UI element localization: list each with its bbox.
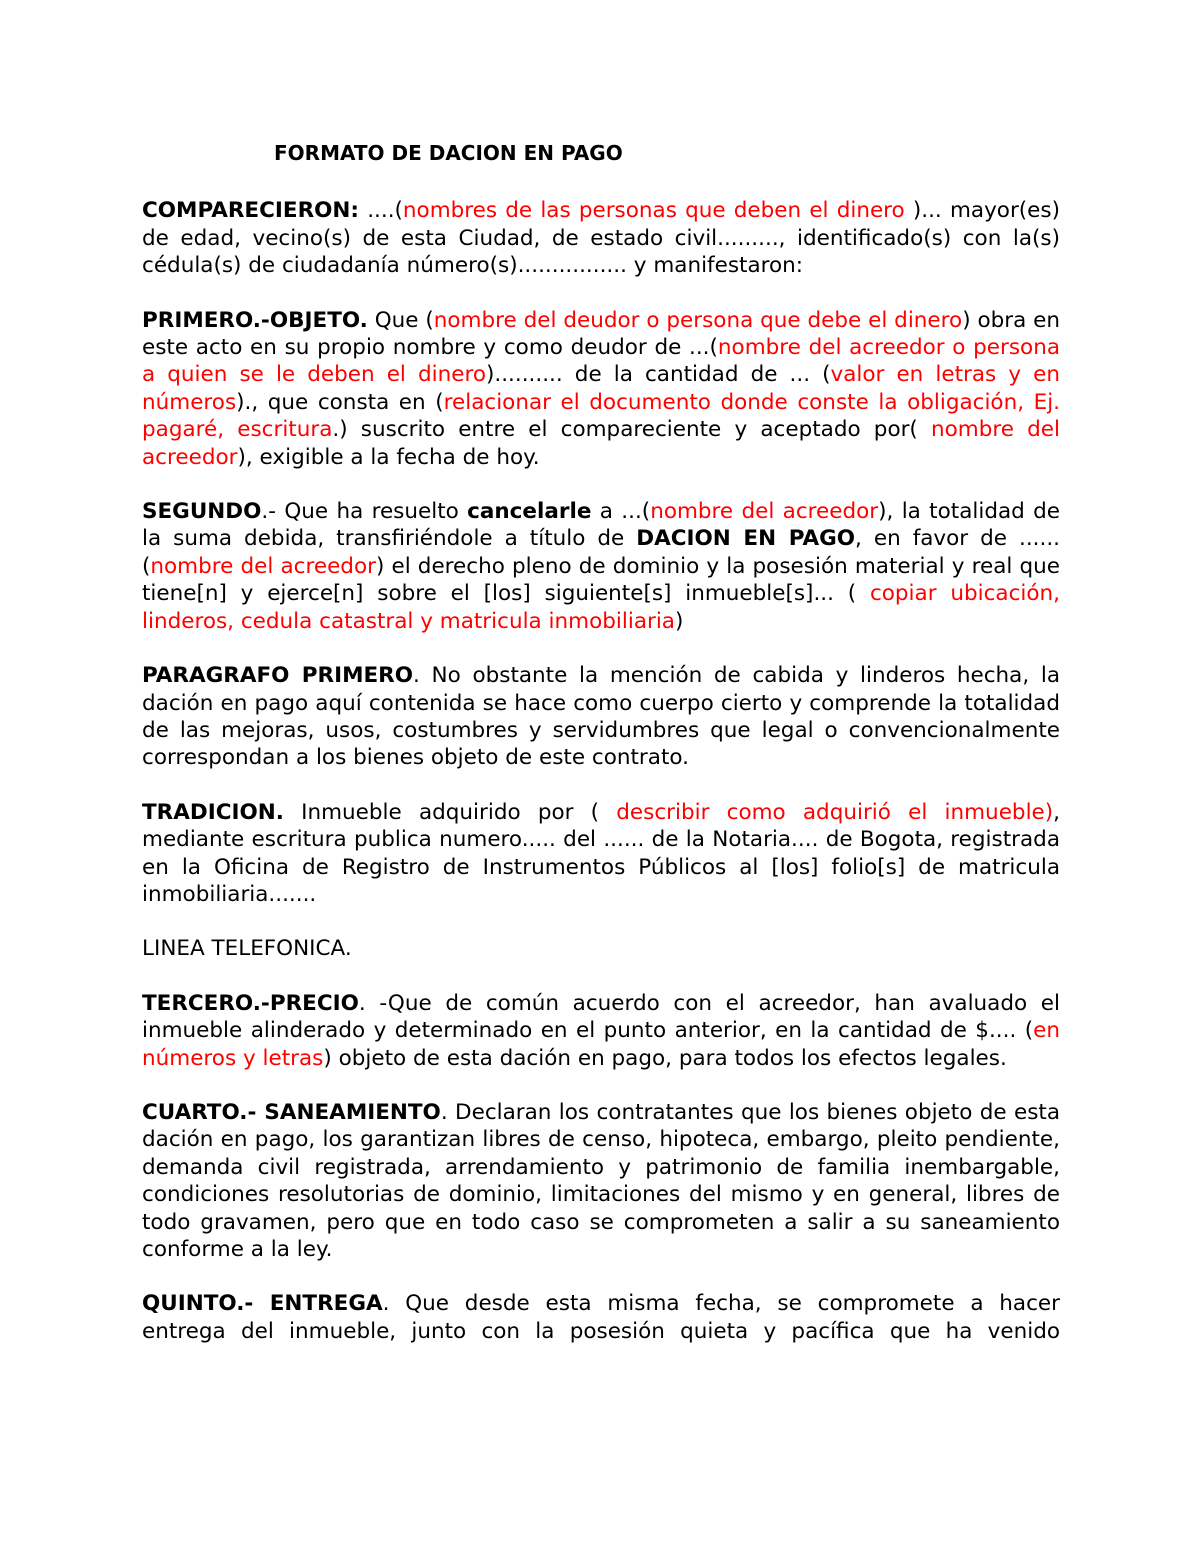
paragraph-primero: PRIMERO.-OBJETO. Que (nombre del deudor o persona que debe el dinero) obra en este acto en su propio nombre y como deudor de ...(nombre del acreedor o persona a quien se le deben el dinero).......... de la cantidad de ... (valor en letras y en números)., que consta en (relacionar el documento donde conste la obligación, Ej. pagaré, escritura.) suscrito entre el compareciente y aceptado por( nombre del acreedor), exigible a la fecha de hoy. <box>142 307 1061 470</box>
paragrafo-label: PARAGRAFO PRIMERO <box>142 663 413 689</box>
document-body <box>142 140 1060 1372</box>
paragraph-segundo: SEGUNDO.- Que ha resuelto cancelarle a ...(nombre del acreedor), la totalidad de la suma debida, transfiriéndole a título de DACION EN PAGO, en favor de ......(nombre del acreedor) el derecho pleno de dominio y la posesión material y real que tiene[n] y ejerce[n] sobre el [los] siguiente[s] inmueble[s]... ( copiar ubicación, linderos, cedula catastral y matricula inmobiliaria) <box>142 499 1060 634</box>
placeholder-text: nombre del deudor o persona que debe el dinero <box>433 307 963 333</box>
paragraph-comparecieron: COMPARECIERON: ....(nombres de las personas que deben el dinero )... mayor(es) de edad, vecino(s) de esta Ciudad, de estado civil........., identificado(s) con la(s) cédula(s) de ciudadanía número(s)................ y manifestaron: <box>142 198 1060 279</box>
placeholder-text: valor en letras y en números <box>142 362 1060 415</box>
paragraph-linea-telefonica: LINEA TELEFONICA. <box>142 936 352 962</box>
placeholder-text: en números y letras <box>142 1018 1060 1071</box>
cuarto-label: CUARTO.- SANEAMIENTO <box>142 1099 441 1125</box>
paragraph-tercero: TERCERO.-PRECIO. -Que de común acuerdo con el acreedor, han avaluado el inmueble alinderado y determinado en el punto anterior, en la cantidad de $.... (en números y letras) objeto de esta dación en pago, para todos los efectos legales. <box>142 990 1060 1071</box>
primero-label: PRIMERO.-OBJETO. <box>142 307 368 333</box>
placeholder-text: copiar ubicación, linderos, cedula catastral y matricula inmobiliaria <box>142 581 1060 634</box>
placeholder-text: nombre del acreedor o persona a quien se le deben el dinero <box>142 335 1060 388</box>
placeholder-text: nombre del acreedor <box>150 553 376 579</box>
placeholder-text: relacionar el documento donde conste la obligación, Ej. pagaré, escritura <box>142 389 1061 443</box>
segundo-label: SEGUNDO <box>142 499 262 525</box>
paragraph-cuarto: CUARTO.- SANEAMIENTO. Declaran los contratantes que los bienes objeto de esta dación en pago, los garantizan libres de censo, hipoteca, embargo, pleito pendiente, demanda civil registrada, arrendamiento y patrimonio de familia inembargable, condiciones resolutorias de dominio, limitaciones del mismo y en general, libres de todo gravamen, pero que en todo caso se comprometen a salir a su saneamiento conforme a la ley. <box>142 1099 1060 1262</box>
tradicion-label: TRADICION. <box>142 799 284 825</box>
tercero-label: TERCERO.-PRECIO <box>142 990 359 1016</box>
placeholder-text: nombre del acreedor <box>650 499 879 525</box>
placeholder-text: nombre del acreedor <box>142 417 1060 470</box>
placeholder-text: describir como adquirió el inmueble) <box>616 799 1054 825</box>
paragraph-quinto: QUINTO.- ENTREGA. Que desde esta misma fecha, se compromete a hacer entrega del inmueble, junto con la posesión quieta y pacífica que ha venido <box>142 1291 1060 1344</box>
quinto-label: QUINTO.- ENTREGA <box>142 1291 383 1317</box>
paragraph-paragrafo-primero: PARAGRAFO PRIMERO. No obstante la mención de cabida y linderos hecha, la dación en pago aquí contenida se hace como cuerpo cierto y comprende la totalidad de las mejoras, usos, costumbres y servidumbres que legal o convencionalmente correspondan a los bienes objeto de este contrato. <box>142 663 1061 771</box>
comparecieron-label: COMPARECIERON: <box>142 198 360 224</box>
document-title: FORMATO DE DACION EN PAGO <box>274 141 623 165</box>
paragraph-tradicion: TRADICION. Inmueble adquirido por ( describir como adquirió el inmueble), mediante escritura publica numero..... del ...... de la Notaria.... de Bogota, registrada en la Oficina de Registro de Instrumentos Públicos al [los] folio[s] de matricula inmobiliaria....... <box>142 799 1060 907</box>
placeholder-text: nombres de las personas que deben el dinero <box>402 198 905 224</box>
